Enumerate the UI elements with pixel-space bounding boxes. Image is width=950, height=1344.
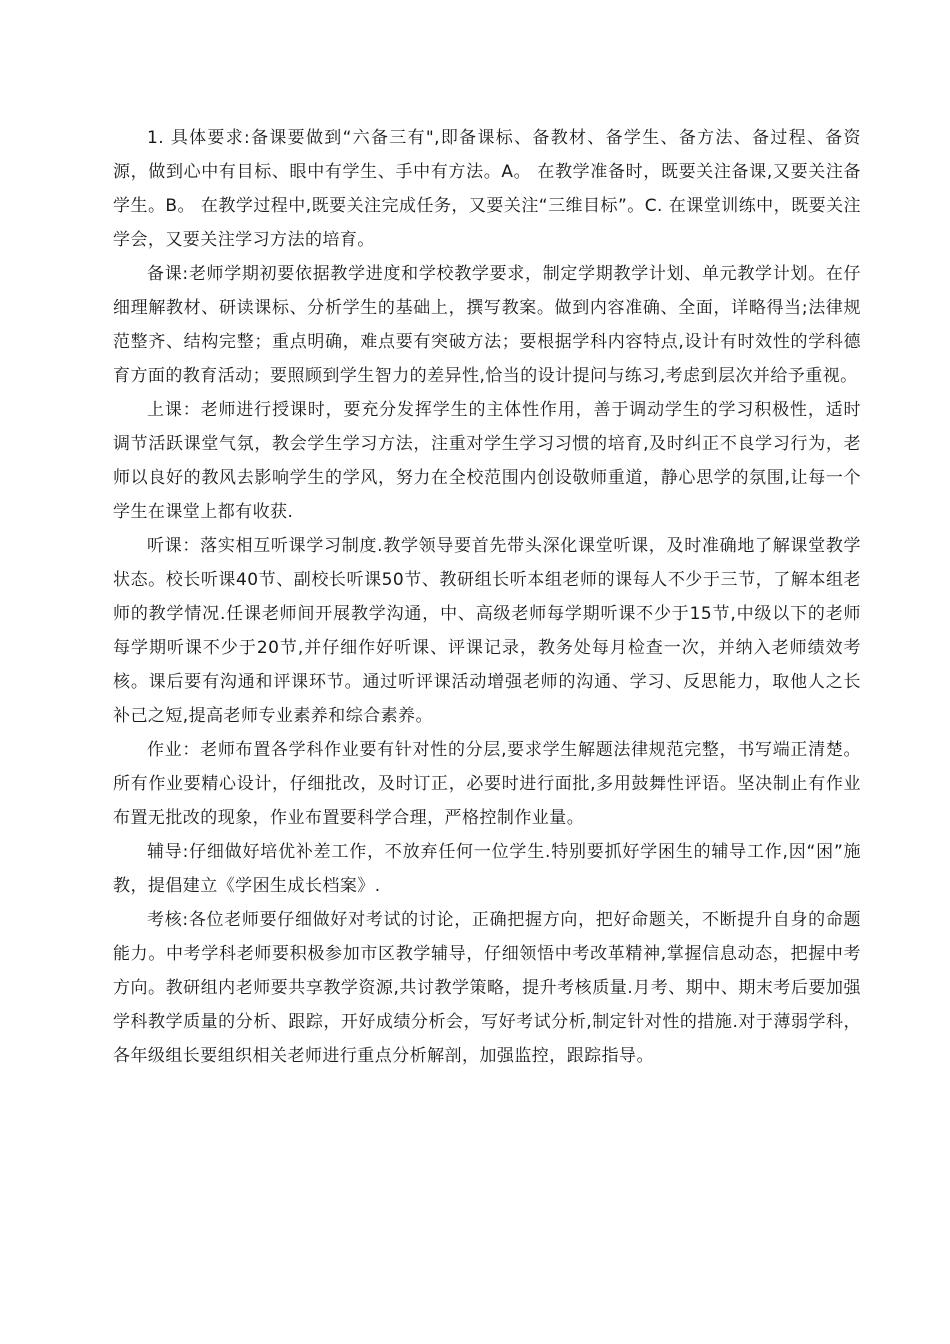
paragraph-lesson-preparation: 备课:老师学期初要依据教学进度和学校教学要求，制定学期教学计划、单元教学计划。在仔细理解教材、研读课标、分析学生的基础上，撰写教案。做到内容准确、全面，详略得当;法律规范整齐、结构完整；重点明确，难点要有突破方法；要根据学科内容特点,设计有时效性的学科德育方面的教育活动；要照顾到学生智力的差异性,恰当的设计提问与练习,考虑到层次并给予重视。 bbox=[113, 264, 861, 386]
paragraph-tutoring: 辅导:仔细做好培优补差工作，不放弃任何一位学生.特别要抓好学困生的辅导工作,因“困”施教，提倡建立《学困生成长档案》. bbox=[113, 842, 861, 896]
document-body bbox=[113, 121, 861, 1073]
paragraph-teaching: 上课：老师进行授课时，要充分发挥学生的主体性作用，善于调动学生的学习积极性，适时调节活跃课堂气氛，教会学生学习方法，注重对学生学习习惯的培育,及时纠正不良学习行为，老师以良好的教风去影响学生的学风，努力在全校范围内创设敬师重道，静心思学的氛围,让每一个学生在课堂上都有收获. bbox=[113, 400, 861, 522]
paragraph-lesson-observation: 听课：落实相互听课学习制度.教学领导要首先带头深化课堂听课，及时准确地了解课堂教学状态。校长听课40节、副校长听课50节、教研组长听本组老师的课每人不少于三节，了解本组老师的教学情况.任课老师间开展教学沟通，中、高级老师每学期听课不少于15节,中级以下的老师每学期听课不少于20节,并仔细作好听课、评课记录，教务处每月检查一次，并纳入老师绩效考核。课后要有沟通和评课环节。通过听评课活动增强老师的沟通、学习、反思能力，取他人之长补己之短,提高老师专业素养和综合素养。 bbox=[113, 536, 861, 726]
paragraph-requirements: 1. 具体要求:备课要做到“六备三有",即备课标、备教材、备学生、备方法、备过程、备资源，做到心中有目标、眼中有学生、手中有方法。A。 在教学准备时，既要关注备课,又要关注备学生。B。 在教学过程中,既要关注完成任务，又要关注“三维目标”。C. 在课堂训练中，既要关注学会，又要关注学习方法的培育。 bbox=[113, 128, 861, 250]
paragraph-assessment: 考核:各位老师要仔细做好对考试的讨论，正确把握方向，把好命题关，不断提升自身的命题能力。中考学科老师要积极参加市区教学辅导，仔细领悟中考改革精神,掌握信息动态，把握中考方向。教研组内老师要共享教学资源,共讨教学策略，提升考核质量.月考、期中、期末考后要加强学科教学质量的分析、跟踪，开好成绩分析会，写好考试分析,制定针对性的措施.对于薄弱学科，各年级组长要组织相关老师进行重点分析解剖，加强监控，跟踪指导。 bbox=[113, 910, 861, 1066]
paragraph-homework: 作业：老师布置各学科作业要有针对性的分层,要求学生解题法律规范完整，书写端正清楚。所有作业要精心设计，仔细批改，及时订正，必要时进行面批,多用鼓舞性评语。坚决制止有作业布置无批改的现象，作业布置要科学合理，严格控制作业量。 bbox=[113, 740, 861, 828]
